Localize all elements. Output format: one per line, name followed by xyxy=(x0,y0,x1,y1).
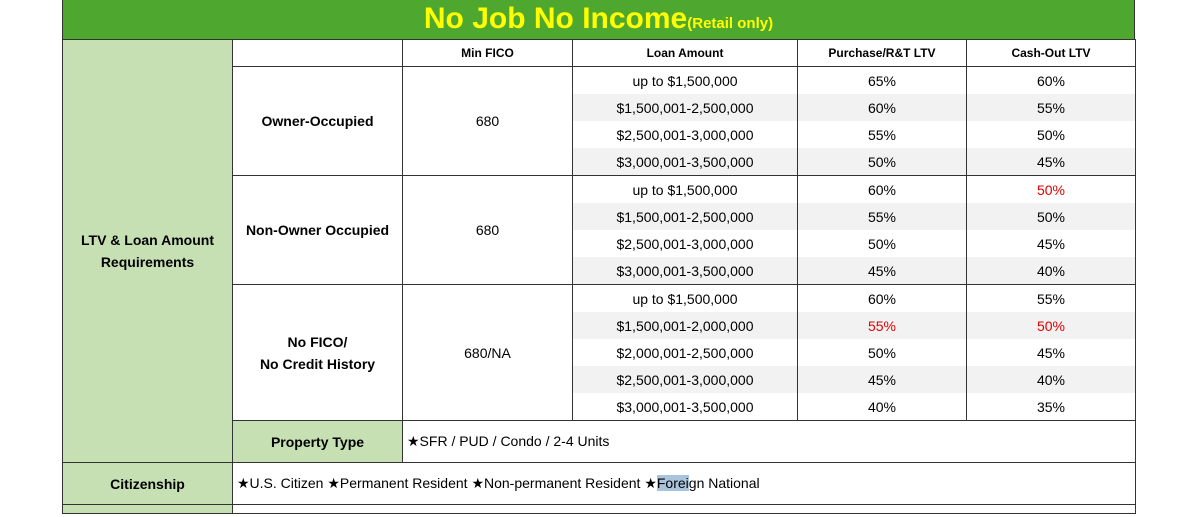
fico-non-owner-occupied: 680 xyxy=(403,176,573,285)
next-row-value xyxy=(233,505,1136,514)
header-loan-amount: Loan Amount xyxy=(573,40,798,67)
cashout-ltv-cell: 45% xyxy=(967,339,1136,366)
loan-amount-cell: $2,500,001-3,000,000 xyxy=(573,366,798,393)
cashout-ltv-cell: 50% xyxy=(967,121,1136,148)
category-no-fico-line1: No FICO/ xyxy=(287,333,348,350)
cashout-ltv-cell: 55% xyxy=(967,94,1136,121)
purchase-ltv-cell: 50% xyxy=(798,339,967,366)
loan-amount-cell: up to $1,500,000 xyxy=(573,67,798,95)
next-row-partial xyxy=(63,505,1136,514)
category-owner-occupied: Owner-Occupied xyxy=(233,67,403,176)
property-type-label: Property Type xyxy=(233,421,403,463)
cashout-ltv-cell: 55% xyxy=(967,285,1136,313)
loan-amount-cell: $2,000,001-2,500,000 xyxy=(573,339,798,366)
loan-requirements-table xyxy=(62,39,1136,514)
purchase-ltv-cell: 60% xyxy=(798,94,967,121)
title-sub: (Retail only) xyxy=(687,15,774,32)
loan-amount-cell: $2,500,001-3,000,000 xyxy=(573,230,798,257)
loan-amount-cell: up to $1,500,000 xyxy=(573,285,798,313)
loan-amount-cell: $1,500,001-2,500,000 xyxy=(573,203,798,230)
citizenship-item: ★U.S. Citizen xyxy=(237,475,324,491)
property-type-value: ★SFR / PUD / Condo / 2-4 Units xyxy=(403,421,1136,463)
citizenship-item: ★Permanent Resident xyxy=(327,475,468,491)
citizenship-item: ★Non-permanent Resident xyxy=(471,475,641,491)
purchase-ltv-cell: 55% xyxy=(798,121,967,148)
fico-no-fico: 680/NA xyxy=(403,285,573,421)
header-cashout-ltv: Cash-Out LTV xyxy=(967,40,1136,67)
loan-amount-cell: $1,500,001-2,500,000 xyxy=(573,94,798,121)
purchase-ltv-cell: 40% xyxy=(798,393,967,421)
purchase-ltv-cell: 45% xyxy=(798,366,967,393)
category-non-owner-occupied: Non-Owner Occupied xyxy=(233,176,403,285)
purchase-ltv-cell: 55% xyxy=(798,312,967,339)
citizenship-item-prefix: ★ xyxy=(644,475,657,491)
purchase-ltv-cell: 50% xyxy=(798,230,967,257)
citizenship-item-rest: gn National xyxy=(688,475,760,491)
citizenship-row xyxy=(63,463,1136,505)
title-main: No Job No Income xyxy=(423,2,688,35)
cashout-ltv-cell: 45% xyxy=(967,230,1136,257)
purchase-ltv-cell: 55% xyxy=(798,203,967,230)
section-label xyxy=(63,40,233,463)
cashout-ltv-cell: 50% xyxy=(967,176,1136,204)
category-no-fico-line2: No Credit History xyxy=(259,355,376,372)
cashout-ltv-cell: 40% xyxy=(967,366,1136,393)
next-row-label xyxy=(63,505,233,514)
header-purchase-ltv: Purchase/R&T LTV xyxy=(798,40,967,67)
loan-amount-cell: $3,000,001-3,500,000 xyxy=(573,393,798,421)
page-title xyxy=(62,0,1135,39)
cashout-ltv-cell: 60% xyxy=(967,67,1136,95)
cashout-ltv-cell: 40% xyxy=(967,257,1136,285)
category-no-fico xyxy=(233,285,403,421)
loan-amount-cell: $1,500,001-2,000,000 xyxy=(573,312,798,339)
purchase-ltv-cell: 60% xyxy=(798,285,967,313)
selected-text-highlight[interactable]: Forei xyxy=(656,475,689,491)
loan-amount-cell: $2,500,001-3,000,000 xyxy=(573,121,798,148)
purchase-ltv-cell: 65% xyxy=(798,67,967,95)
cashout-ltv-cell: 35% xyxy=(967,393,1136,421)
purchase-ltv-cell: 50% xyxy=(798,148,967,176)
purchase-ltv-cell: 45% xyxy=(798,257,967,285)
header-blank xyxy=(233,40,403,67)
fico-owner-occupied: 680 xyxy=(403,67,573,176)
loan-amount-cell: $3,000,001-3,500,000 xyxy=(573,148,798,176)
loan-amount-cell: up to $1,500,000 xyxy=(573,176,798,204)
section-label-text: LTV & Loan Amount Requirements xyxy=(81,232,214,270)
loan-amount-cell: $3,000,001-3,500,000 xyxy=(573,257,798,285)
purchase-ltv-cell: 60% xyxy=(798,176,967,204)
cashout-ltv-cell: 45% xyxy=(967,148,1136,176)
cashout-ltv-cell: 50% xyxy=(967,203,1136,230)
citizenship-label: Citizenship xyxy=(63,463,233,505)
header-row xyxy=(63,40,1136,67)
header-min-fico: Min FICO xyxy=(403,40,573,67)
cashout-ltv-cell: 50% xyxy=(967,312,1136,339)
citizenship-value xyxy=(233,463,1136,505)
